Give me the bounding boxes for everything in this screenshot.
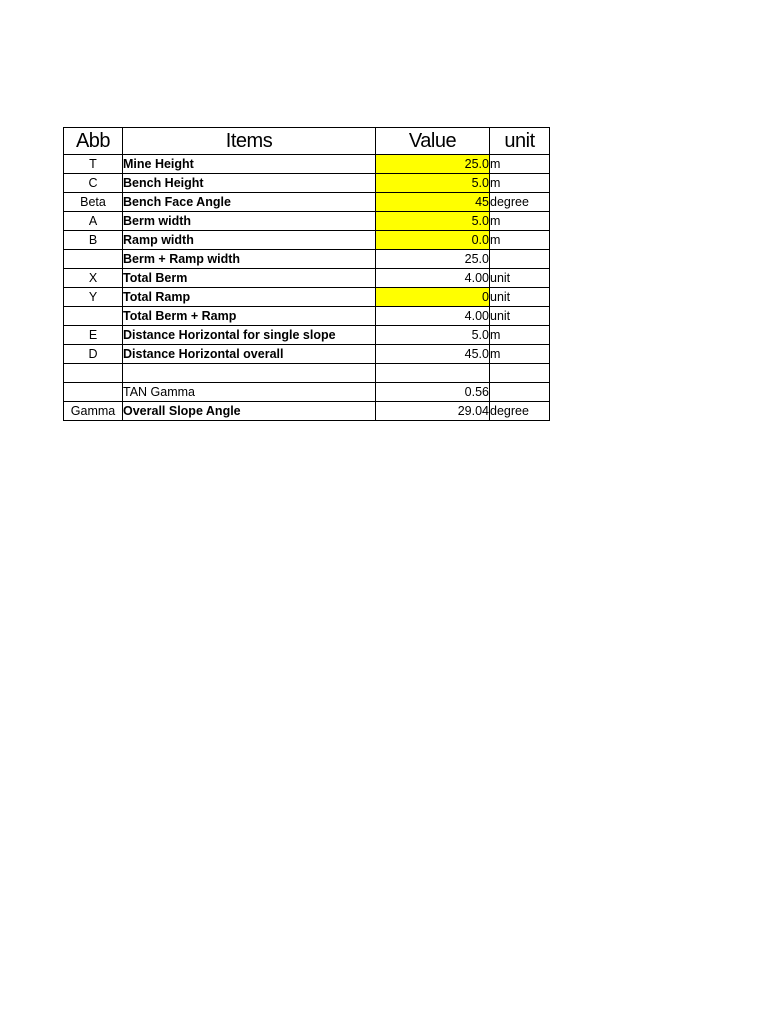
- item-cell[interactable]: TAN Gamma: [123, 383, 376, 402]
- value-cell[interactable]: 0.56: [376, 383, 490, 402]
- value-cell[interactable]: 45.0: [376, 345, 490, 364]
- value-input-cell[interactable]: 0.0: [376, 231, 490, 250]
- item-cell[interactable]: Ramp width: [123, 231, 376, 250]
- abb-cell[interactable]: X: [64, 269, 123, 288]
- value-input-cell[interactable]: 5.0: [376, 212, 490, 231]
- value-input-cell[interactable]: 0: [376, 288, 490, 307]
- value-cell[interactable]: 4.00: [376, 269, 490, 288]
- unit-cell[interactable]: unit: [490, 269, 550, 288]
- abb-cell[interactable]: E: [64, 326, 123, 345]
- item-cell[interactable]: [123, 364, 376, 383]
- unit-cell[interactable]: [490, 364, 550, 383]
- value-cell[interactable]: [376, 364, 490, 383]
- table-row: [64, 288, 550, 307]
- header-value[interactable]: Value: [376, 128, 490, 155]
- item-cell[interactable]: Distance Horizontal overall: [123, 345, 376, 364]
- abb-cell[interactable]: T: [64, 155, 123, 174]
- header-abb[interactable]: Abb: [64, 128, 123, 155]
- unit-cell[interactable]: m: [490, 155, 550, 174]
- unit-cell[interactable]: m: [490, 231, 550, 250]
- abb-cell[interactable]: Beta: [64, 193, 123, 212]
- value-input-cell[interactable]: 5.0: [376, 174, 490, 193]
- abb-cell[interactable]: A: [64, 212, 123, 231]
- table-row: [64, 174, 550, 193]
- header-unit[interactable]: unit: [490, 128, 550, 155]
- abb-cell[interactable]: [64, 383, 123, 402]
- abb-cell[interactable]: C: [64, 174, 123, 193]
- table-row: [64, 155, 550, 174]
- unit-cell[interactable]: unit: [490, 307, 550, 326]
- table-row: [64, 269, 550, 288]
- slope-calculation-table: [63, 127, 550, 421]
- table-row: [64, 364, 550, 383]
- table-row: [64, 231, 550, 250]
- unit-cell[interactable]: unit: [490, 288, 550, 307]
- unit-cell[interactable]: [490, 250, 550, 269]
- unit-cell[interactable]: degree: [490, 193, 550, 212]
- item-cell[interactable]: Berm + Ramp width: [123, 250, 376, 269]
- abb-cell[interactable]: D: [64, 345, 123, 364]
- item-cell[interactable]: Total Berm: [123, 269, 376, 288]
- table-row: [64, 383, 550, 402]
- abb-cell[interactable]: Gamma: [64, 402, 123, 421]
- abb-cell[interactable]: B: [64, 231, 123, 250]
- unit-cell[interactable]: m: [490, 212, 550, 231]
- header-row: [64, 128, 550, 155]
- item-cell[interactable]: Bench Face Angle: [123, 193, 376, 212]
- item-cell[interactable]: Berm width: [123, 212, 376, 231]
- unit-cell[interactable]: m: [490, 174, 550, 193]
- item-cell[interactable]: Distance Horizontal for single slope: [123, 326, 376, 345]
- item-cell[interactable]: Total Berm + Ramp: [123, 307, 376, 326]
- abb-cell[interactable]: Y: [64, 288, 123, 307]
- header-items[interactable]: Items: [123, 128, 376, 155]
- table-row: [64, 326, 550, 345]
- unit-cell[interactable]: m: [490, 326, 550, 345]
- abb-cell[interactable]: [64, 250, 123, 269]
- item-cell[interactable]: Total Ramp: [123, 288, 376, 307]
- value-cell[interactable]: 25.0: [376, 250, 490, 269]
- table-row: [64, 345, 550, 364]
- table-row: [64, 402, 550, 421]
- value-input-cell[interactable]: 25.0: [376, 155, 490, 174]
- item-cell[interactable]: Mine Height: [123, 155, 376, 174]
- value-cell[interactable]: 5.0: [376, 326, 490, 345]
- table-row: [64, 250, 550, 269]
- value-cell[interactable]: 4.00: [376, 307, 490, 326]
- unit-cell[interactable]: m: [490, 345, 550, 364]
- item-cell[interactable]: Bench Height: [123, 174, 376, 193]
- abb-cell[interactable]: [64, 307, 123, 326]
- value-input-cell[interactable]: 45: [376, 193, 490, 212]
- unit-cell[interactable]: [490, 383, 550, 402]
- table-row: [64, 212, 550, 231]
- value-cell[interactable]: 29.04: [376, 402, 490, 421]
- table-row: [64, 193, 550, 212]
- unit-cell[interactable]: degree: [490, 402, 550, 421]
- abb-cell[interactable]: [64, 364, 123, 383]
- table-row: [64, 307, 550, 326]
- item-cell[interactable]: Overall Slope Angle: [123, 402, 376, 421]
